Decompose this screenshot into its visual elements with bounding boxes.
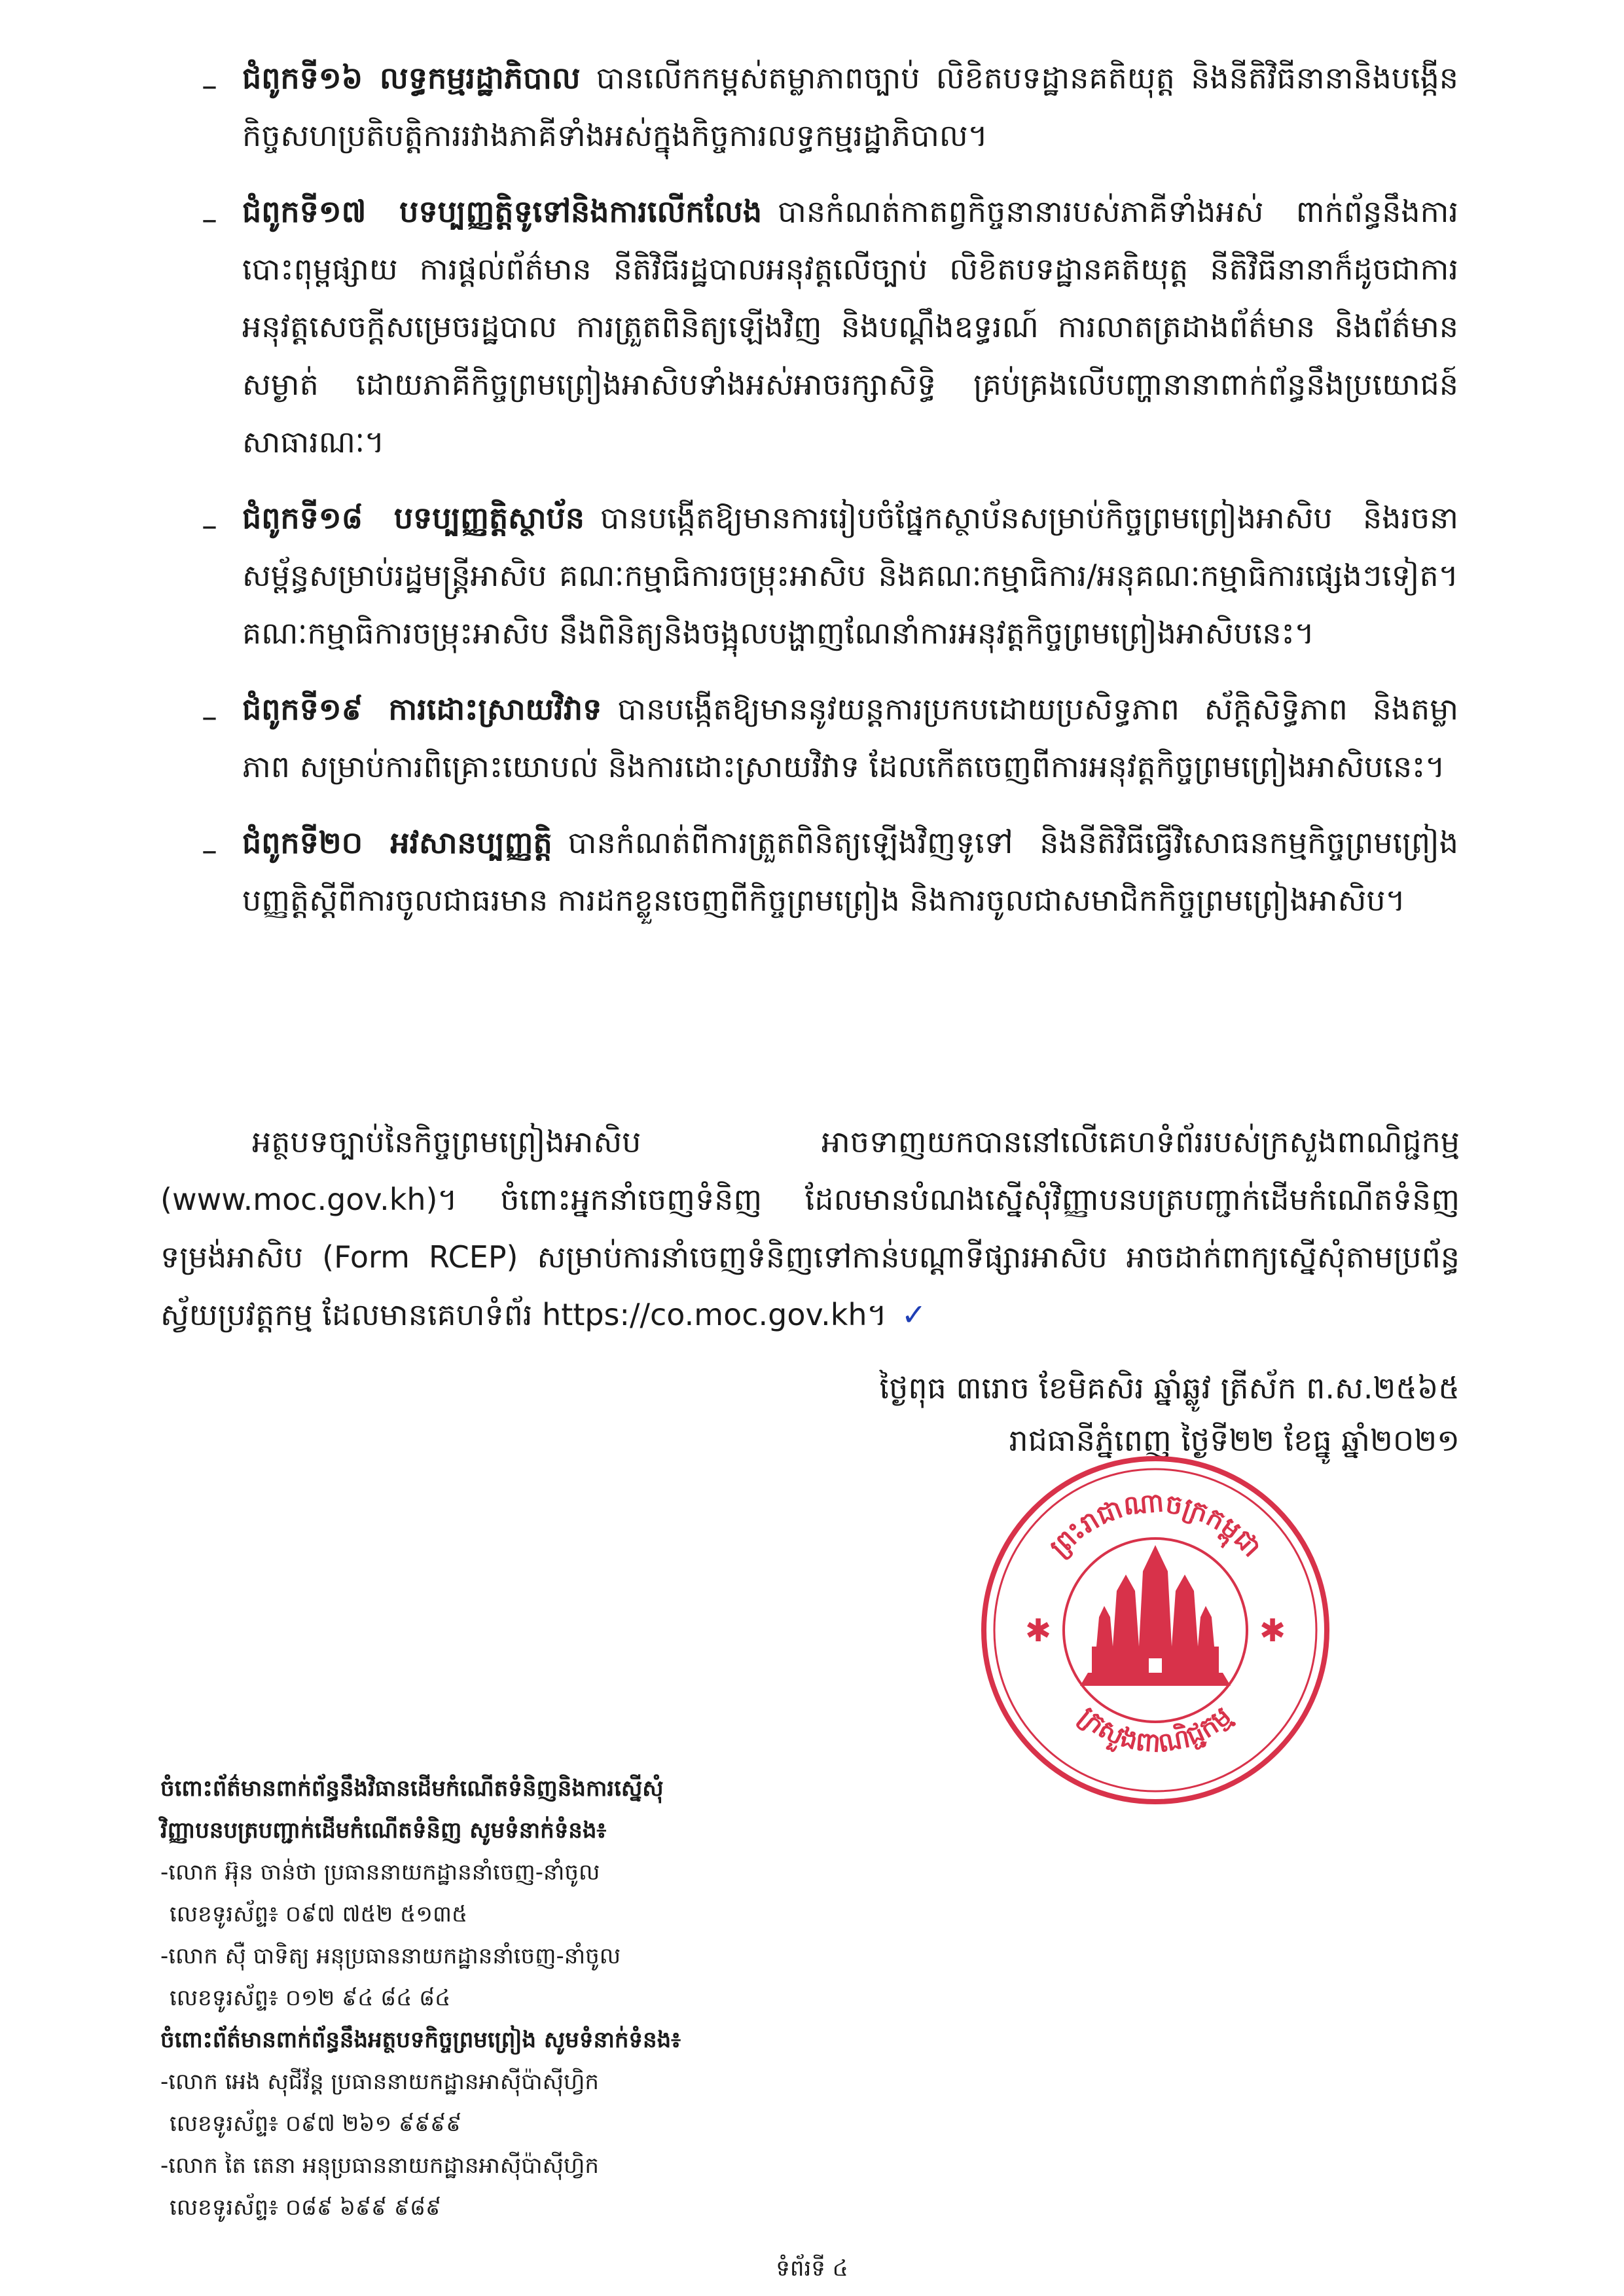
contact-person-name: -លោក ស៊ឺ បាទិត្យ អនុប្រធាននាយកដ្ឋាននាំចេញ-នាំចូល: [160, 1943, 621, 1969]
contact-person-phone: លេខទូរស័ព្ទ៖ ០៩៧ ៧៥២ ៥១៣៥: [170, 1901, 468, 1927]
chapter-17-heading: ជំពូកទី១៧ បទប្បញ្ញត្តិទូទៅនិងការលើកលែង: [242, 194, 763, 229]
chapter-18-heading: ជំពូកទី១៨ បទប្បញ្ញត្តិស្ថាប័ន: [242, 500, 585, 536]
seal-text-bottom: ក្រសួងពាណិជ្ជកម្ម: [1073, 1700, 1238, 1759]
contact-person-phone: លេខទូរស័ព្ទ៖ ០១២ ៩៤ ៨៤ ៨៤: [170, 1985, 451, 2011]
chapter-17-text: បានកំណត់កាតព្វកិច្ចនានារបស់ភាគីទាំងអស់ ពាក់ព័ន្ធនឹងការបោះពុម្ពផ្សាយ ការផ្តល់ព័ត៌មាន នីតិវិធីរដ្ឋបាលអនុវត្តលើច្បាប់ លិខិតបទដ្ឋានគតិយុត្ត នីតិវិធីនានាក៏ដូចជាការអនុវត្តសេចក្តីសម្រេចរដ្ឋបាល ការត្រួតពិនិត្យឡើងវិញ និងបណ្តឹងឧទ្ធរណ៍ ការលាតត្រដាងព័ត៌មាន និងព័ត៌មានសម្ងាត់ ដោយភាគីកិច្ចព្រមព្រៀងអាសិបទាំងអស់អាចរក្សាសិទ្ធិ គ្រប់គ្រងលើបញ្ហានានាពាក់ព័ន្ធនឹងប្រយោជន៍សាធារណៈ។: [242, 194, 1458, 460]
contact-person-name: -លោក អ៊ុន ចាន់ថា ប្រធាននាយកដ្ឋាននាំចេញ-នាំចូល: [160, 1859, 600, 1886]
chapter-17-item: – ជំពូកទី១៧ បទប្បញ្ញត្តិទូទៅនិងការលើកលែង បានកំណត់កាតព្វកិច្ចនានារបស់ភាគីទាំងអស់ ពាក់ព័ន្ធនឹងការបោះពុម្ពផ្សាយ ការផ្តល់ព័ត៌មាន នីតិវិធីរដ្ឋបាលអនុវត្តលើច្បាប់ លិខិតបទដ្ឋានគតិយុត្ត នីតិវិធីនានាក៏ដូចជាការអនុវត្តសេចក្តីសម្រេចរដ្ឋបាល ការត្រួតពិនិត្យឡើងវិញ និងបណ្តឹងឧទ្ធរណ៍ ការលាតត្រដាងព័ត៌មាន និងព័ត៌មានសម្ងាត់ ដោយភាគីកិច្ចព្រមព្រៀងអាសិបទាំងអស់អាចរក្សាសិទ្ធិ គ្រប់គ្រងលើបញ្ហានានាពាក់ព័ន្ធនឹងប្រយោជន៍សាធារណៈ។: [202, 194, 1458, 460]
ministry-seal: [975, 1450, 1335, 1810]
seal-star-left: ✱: [1024, 1613, 1052, 1649]
chapter-20-heading: ជំពូកទី២០ អវសានប្បញ្ញត្តិ: [242, 825, 552, 860]
chapter-16-text: បានលើកកម្ពស់តម្លាភាពច្បាប់ លិខិតបទដ្ឋានគតិយុត្ត និងនីតិវិធីនានានិងបង្កើនកិច្ចសហប្រតិបត្តិការរវាងភាគីទាំងអស់ក្នុងកិច្ចការលទ្ធកម្មរដ្ឋាភិបាល។: [242, 60, 1458, 153]
contact-person-phone: លេខទូរស័ព្ទ៖ ០៨៩ ៦៩៩ ៩៨៩: [170, 2195, 442, 2221]
contact-person-name: -លោក អេង សុជីវ័ន្ត ប្រធាននាយកដ្ឋានអាស៊ីប៉ាស៊ីហ្វិក: [160, 2069, 599, 2095]
chapter-16-item: – ជំពូកទី១៦ លទ្ធកម្មរដ្ឋាភិបាល បានលើកកម្ពស់តម្លាភាពច្បាប់ លិខិតបទដ្ឋានគតិយុត្ត និងនីតិវិធីនានានិងបង្កើនកិច្ចសហប្រតិបត្តិការរវាងភាគីទាំងអស់ក្នុងកិច្ចការលទ្ធកម្មរដ្ឋាភិបាល។: [202, 60, 1458, 153]
lunar-date-line: ថ្ងៃពុធ ៣រោច ខែមិគសិរ ឆ្នាំឆ្លូវ ត្រីស័ក ព.ស.២៥៦៥: [879, 1370, 1460, 1406]
checkmark-annotation: ✓: [901, 1297, 927, 1332]
chapter-18-item: – ជំពូកទី១៨ បទប្បញ្ញត្តិស្ថាប័ន បានបង្កើតឱ្យមានការរៀបចំផ្នែកស្ថាប័នសម្រាប់កិច្ចព្រមព្រៀងអាសិប និងរចនាសម្ព័ន្ធសម្រាប់រដ្ឋមន្រ្តីអាសិប គណៈកម្មាធិការចម្រុះអាសិប និងគណៈកម្មាធិការ/អនុគណៈកម្មាធិការផ្សេងៗទៀត។ គណៈកម្មាធិការចម្រុះអាសិប នឹងពិនិត្យនិងចង្អុលបង្ហាញណែនាំការអនុវត្តកិច្ចព្រមព្រៀងអាសិបនេះ។: [202, 500, 1458, 651]
chapter-19-text: បានបង្កើតឱ្យមាននូវយន្តការប្រកបដោយប្រសិទ្ធភាព ស័ក្តិសិទ្ធិភាព និងតម្លាភាព សម្រាប់ការពិគ្រោះយោបល់ និងការដោះស្រាយវិវាទ ដែលកើតចេញពីការអនុវត្តកិច្ចព្រមព្រៀងអាសិបនេះ។: [242, 691, 1458, 784]
contact-heading-origin-2: វិញ្ញាបនបត្របញ្ជាក់ដើមកំណើតទំនិញ សូមទំនាក់ទំនង៖: [160, 1817, 607, 1844]
chapter-20-item: – ជំពូកទី២០ អវសានប្បញ្ញត្តិ បានកំណត់ពីការត្រួតពិនិត្យឡើងវិញទូទៅ និងនីតិវិធីធ្វើវិសោធនកម្មកិច្ចព្រមព្រៀង បញ្ញត្តិស្តីពីការចូលជាធរមាន ការដកខ្លួនចេញពីកិច្ចព្រមព្រៀង និងការចូលជាសមាជិកកិច្ចព្រមព្រៀងអាសិប។: [202, 825, 1458, 918]
contact-heading-origin-1: ចំពោះព័ត៌មានពាក់ព័ន្ធនឹងវិធានដើមកំណើតទំនិញនិងការស្នើសុំ: [160, 1776, 664, 1802]
angkor-temple-icon: [1080, 1545, 1231, 1686]
chapter-18-text: បានបង្កើតឱ្យមានការរៀបចំផ្នែកស្ថាប័នសម្រាប់កិច្ចព្រមព្រៀងអាសិប និងរចនាសម្ព័ន្ធសម្រាប់រដ្ឋមន្រ្តីអាសិប គណៈកម្មាធិការចម្រុះអាសិប និងគណៈកម្មាធិការ/អនុគណៈកម្មាធិការផ្សេងៗទៀត។ គណៈកម្មាធិការចម្រុះអាសិប នឹងពិនិត្យនិងចង្អុលបង្ហាញណែនាំការអនុវត្តកិច្ចព្រមព្រៀងអាសិបនេះ។: [242, 500, 1458, 651]
chapter-20-text: បានកំណត់ពីការត្រួតពិនិត្យឡើងវិញទូទៅ និងនីតិវិធីធ្វើវិសោធនកម្មកិច្ចព្រមព្រៀង បញ្ញត្តិស្តីពីការចូលជាធរមាន ការដកខ្លួនចេញពីកិច្ចព្រមព្រៀង និងការចូលជាសមាជិកកិច្ចព្រមព្រៀងអាសិប។: [242, 825, 1458, 918]
chapter-list: [202, 49, 1458, 947]
contact-person-phone: លេខទូរស័ព្ទ៖ ០៩៧ ២៦១ ៩៩៩៩: [170, 2111, 462, 2137]
chapter-16-heading: ជំពូកទី១៦ លទ្ធកម្មរដ្ឋាភិបាល: [242, 60, 581, 96]
seal-star-right: ✱: [1259, 1613, 1286, 1649]
chapter-19-heading: ជំពូកទី១៩ ការដោះស្រាយវិវាទ: [242, 691, 602, 727]
download-info-paragraph: [160, 1113, 1460, 1343]
contact-heading-agreement: ចំពោះព័ត៌មានពាក់ព័ន្ធនឹងអត្ថបទកិច្ចព្រមព្រៀង សូមទំនាក់ទំនង៖: [160, 2027, 681, 2053]
gregorian-date-line: រាជធានីភ្នំពេញ ថ្ងៃទី២២ ខែធ្នូ ឆ្នាំ២០២១: [1009, 1423, 1460, 1458]
seal-text-top: ព្រះរាជាណាចក្រកម្ពុជា: [1044, 1487, 1267, 1563]
page-number: ទំព័រទី ៤: [776, 2255, 848, 2282]
contact-info: [160, 1768, 946, 2229]
contact-person-name: -លោក តៃ តេនា អនុប្រធាននាយកដ្ឋានអាស៊ីប៉ាស៊ីហ្វិក: [160, 2153, 599, 2179]
download-info-text: អត្ថបទច្បាប់នៃកិច្ចព្រមព្រៀងអាសិប អាចទាញយកបាននៅលើគេហទំព័ររបស់ក្រសួងពាណិជ្ជកម្ម (www.moc.gov.kh)។ ចំពោះអ្នកនាំចេញទំនិញ ដែលមានបំណងស្នើសុំវិញ្ញាបនបត្របញ្ជាក់ដើមកំណើតទំនិញទម្រង់អាសិប (Form RCEP) សម្រាប់ការនាំចេញទំនិញទៅកាន់បណ្តាទីផ្សារអាសិប អាចដាក់ពាក្យស្នើសុំតាមប្រព័ន្ធស្វ័យប្រវត្តកម្ម ដែលមានគេហទំព័រ https://co.moc.gov.kh។: [160, 1124, 1460, 1332]
chapter-19-item: – ជំពូកទី១៩ ការដោះស្រាយវិវាទ បានបង្កើតឱ្យមាននូវយន្តការប្រកបដោយប្រសិទ្ធភាព ស័ក្តិសិទ្ធិភាព និងតម្លាភាព សម្រាប់ការពិគ្រោះយោបល់ និងការដោះស្រាយវិវាទ ដែលកើតចេញពីការអនុវត្តកិច្ចព្រមព្រៀងអាសិបនេះ។: [202, 691, 1458, 784]
